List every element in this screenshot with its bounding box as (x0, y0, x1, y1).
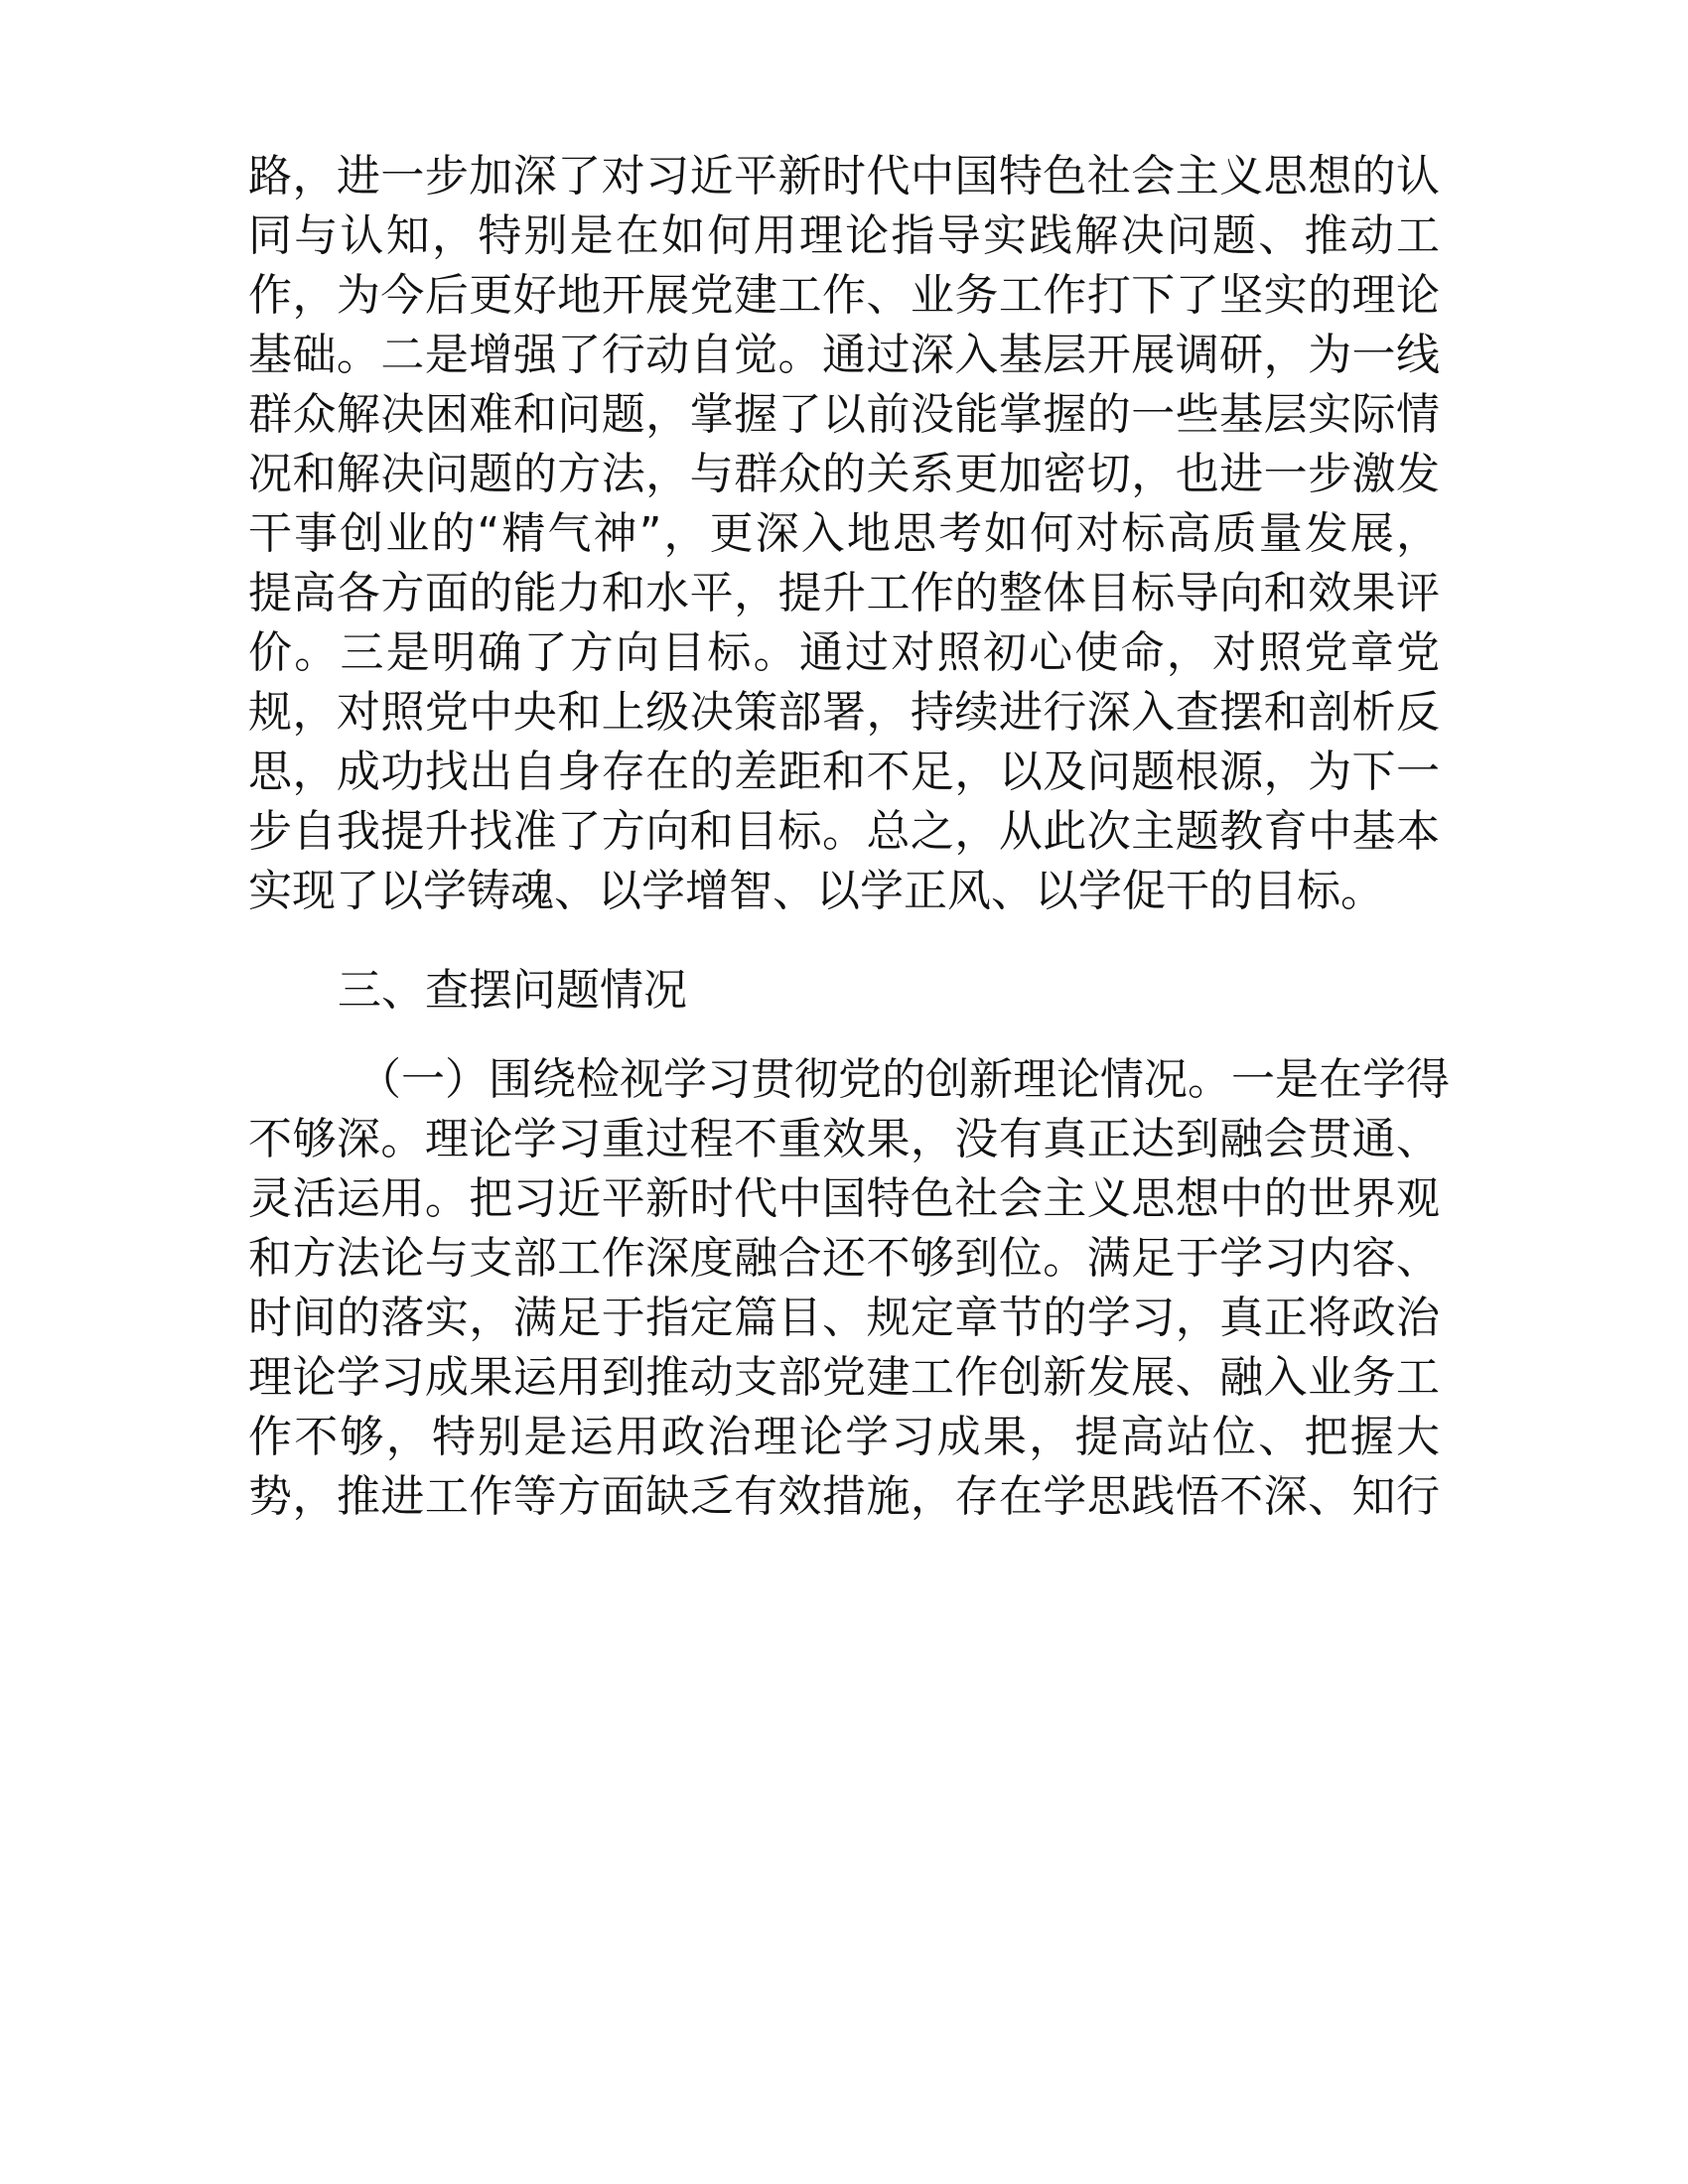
paragraph-line: 基础。二是增强了行动自觉。通过深入基层开展调研，为一线 (248, 330, 1440, 380)
paragraph-line: 路，进一步加深了对习近平新时代中国特色社会主义思想的认 (248, 151, 1440, 202)
paragraph-line: 不够深。理论学习重过程不重效果，没有真正达到融会贯通、 (248, 1114, 1440, 1164)
paragraph-line: 规，对照党中央和上级决策部署，持续进行深入查摆和剖析反 (248, 687, 1440, 738)
paragraph-line: 干事创业的“精气神”，更深入地思考如何对标高质量发展， (248, 508, 1440, 559)
paragraph-line: 作，为今后更好地开展党建工作、业务工作打下了坚实的理论 (248, 270, 1440, 321)
paragraph-line: 提高各方面的能力和水平，提升工作的整体目标导向和效果评 (248, 568, 1440, 618)
paragraph-line: 况和解决问题的方法，与群众的关系更加密切，也进一步激发 (248, 449, 1440, 499)
paragraph-line: 时间的落实，满足于指定篇目、规定章节的学习，真正将政治 (248, 1293, 1440, 1343)
paragraph-line: 理论学习成果运用到推动支部党建工作创新发展、融入业务工 (248, 1352, 1440, 1403)
paragraph-line: 价。三是明确了方向目标。通过对照初心使命，对照党章党 (248, 627, 1440, 678)
paragraph-line: 思，成功找出自身存在的差距和不足，以及问题根源，为下一 (248, 747, 1440, 797)
section-heading: 三、查摆问题情况 (338, 965, 687, 1016)
paragraph-line: 和方法论与支部工作深度融合还不够到位。满足于学习内容、 (248, 1233, 1440, 1284)
paragraph-line: 群众解决困难和问题，掌握了以前没能掌握的一些基层实际情 (248, 389, 1440, 440)
paragraph-line: 步自我提升找准了方向和目标。总之，从此次主题教育中基本 (248, 806, 1440, 857)
paragraph-line: 作不够，特别是运用政治理论学习成果，提高站位、把握大 (248, 1412, 1440, 1462)
paragraph-line: （一）围绕检视学习贯彻党的创新理论情况。一是在学得 (357, 1054, 1450, 1105)
paragraph-line: 同与认知，特别是在如何用理论指导实践解决问题、推动工 (248, 210, 1440, 261)
paragraph-line: 势，推进工作等方面缺乏有效措施，存在学思践悟不深、知行 (248, 1471, 1440, 1522)
paragraph-line: 灵活运用。把习近平新时代中国特色社会主义思想中的世界观 (248, 1173, 1440, 1224)
paragraph-line: 实现了以学铸魂、以学增智、以学正风、以学促干的目标。 (248, 866, 1384, 916)
